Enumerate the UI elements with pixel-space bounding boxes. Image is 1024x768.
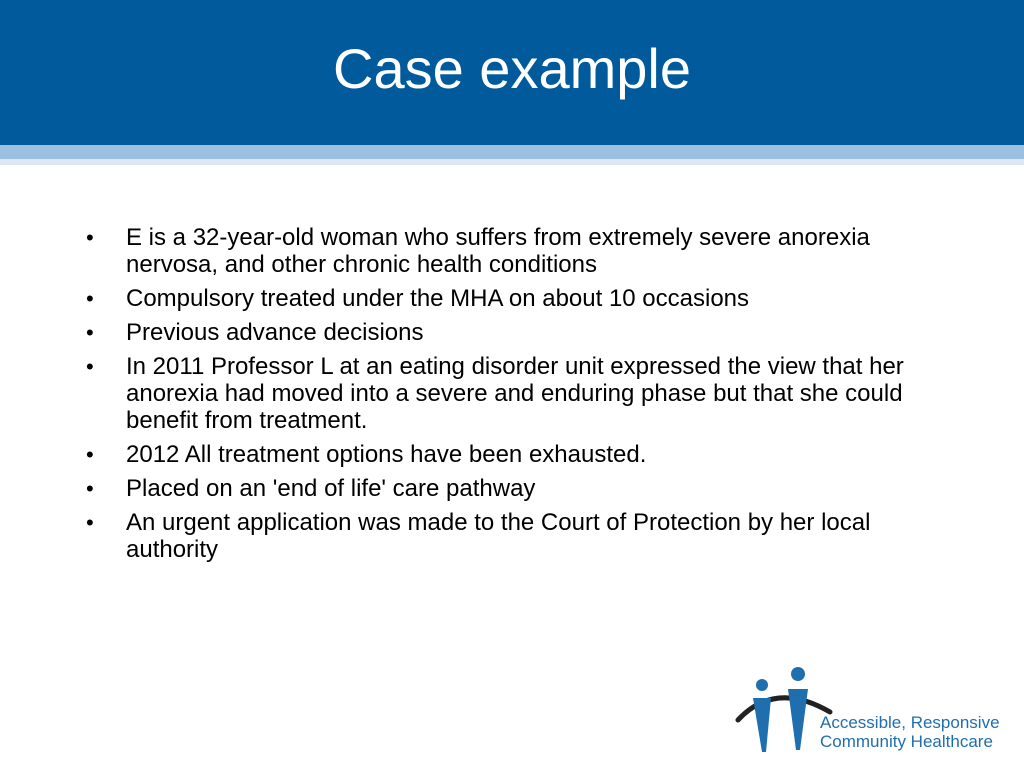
- bullet-dot: •: [86, 476, 94, 501]
- bullet-item: [86, 441, 916, 468]
- bullet-text: Previous advance decisions: [126, 319, 424, 346]
- bullet-dot: •: [86, 354, 94, 379]
- slide-title: Case example: [333, 36, 691, 100]
- bullet-dot: •: [86, 286, 94, 311]
- logo-line-1: Accessible, Responsive: [820, 713, 1000, 732]
- bullet-dot: •: [86, 225, 94, 250]
- logo-figure-head-left: [756, 679, 768, 691]
- bullet-dot: •: [86, 320, 94, 345]
- bullet-list: [86, 224, 916, 570]
- logo-figure-head-right: [791, 667, 805, 681]
- bullet-item: [86, 224, 916, 278]
- bullet-item: [86, 319, 916, 346]
- header-accent-band-pale: [0, 159, 1024, 165]
- logo-text: [820, 713, 1000, 751]
- bullet-text: In 2011 Professor L at an eating disorder unit expressed the view that her anorexia had moved into a severe and enduring phase but that she could benefit from treatment.: [126, 353, 904, 434]
- bullet-item: [86, 285, 916, 312]
- logo-swoosh: [738, 698, 830, 720]
- bullet-text: An urgent application was made to the Court of Protection by her local authority: [126, 509, 871, 563]
- bullet-text: E is a 32-year-old woman who suffers from extremely severe anorexia nervosa, and other chronic health conditions: [126, 224, 870, 278]
- bullet-text: Placed on an 'end of life' care pathway: [126, 475, 536, 502]
- bullet-item: [86, 509, 916, 563]
- bullet-dot: •: [86, 510, 94, 535]
- header-accent-band: [0, 145, 1024, 159]
- bullet-text: 2012 All treatment options have been exhausted.: [126, 441, 647, 468]
- logo-figure-body-right: [788, 689, 808, 750]
- bullet-item: [86, 353, 916, 434]
- bullet-text: Compulsory treated under the MHA on about 10 occasions: [126, 285, 750, 312]
- logo-figure-body-left: [753, 698, 771, 752]
- bullet-item: [86, 475, 916, 502]
- bullet-dot: •: [86, 442, 94, 467]
- logo-line-2: Community Healthcare: [820, 732, 993, 751]
